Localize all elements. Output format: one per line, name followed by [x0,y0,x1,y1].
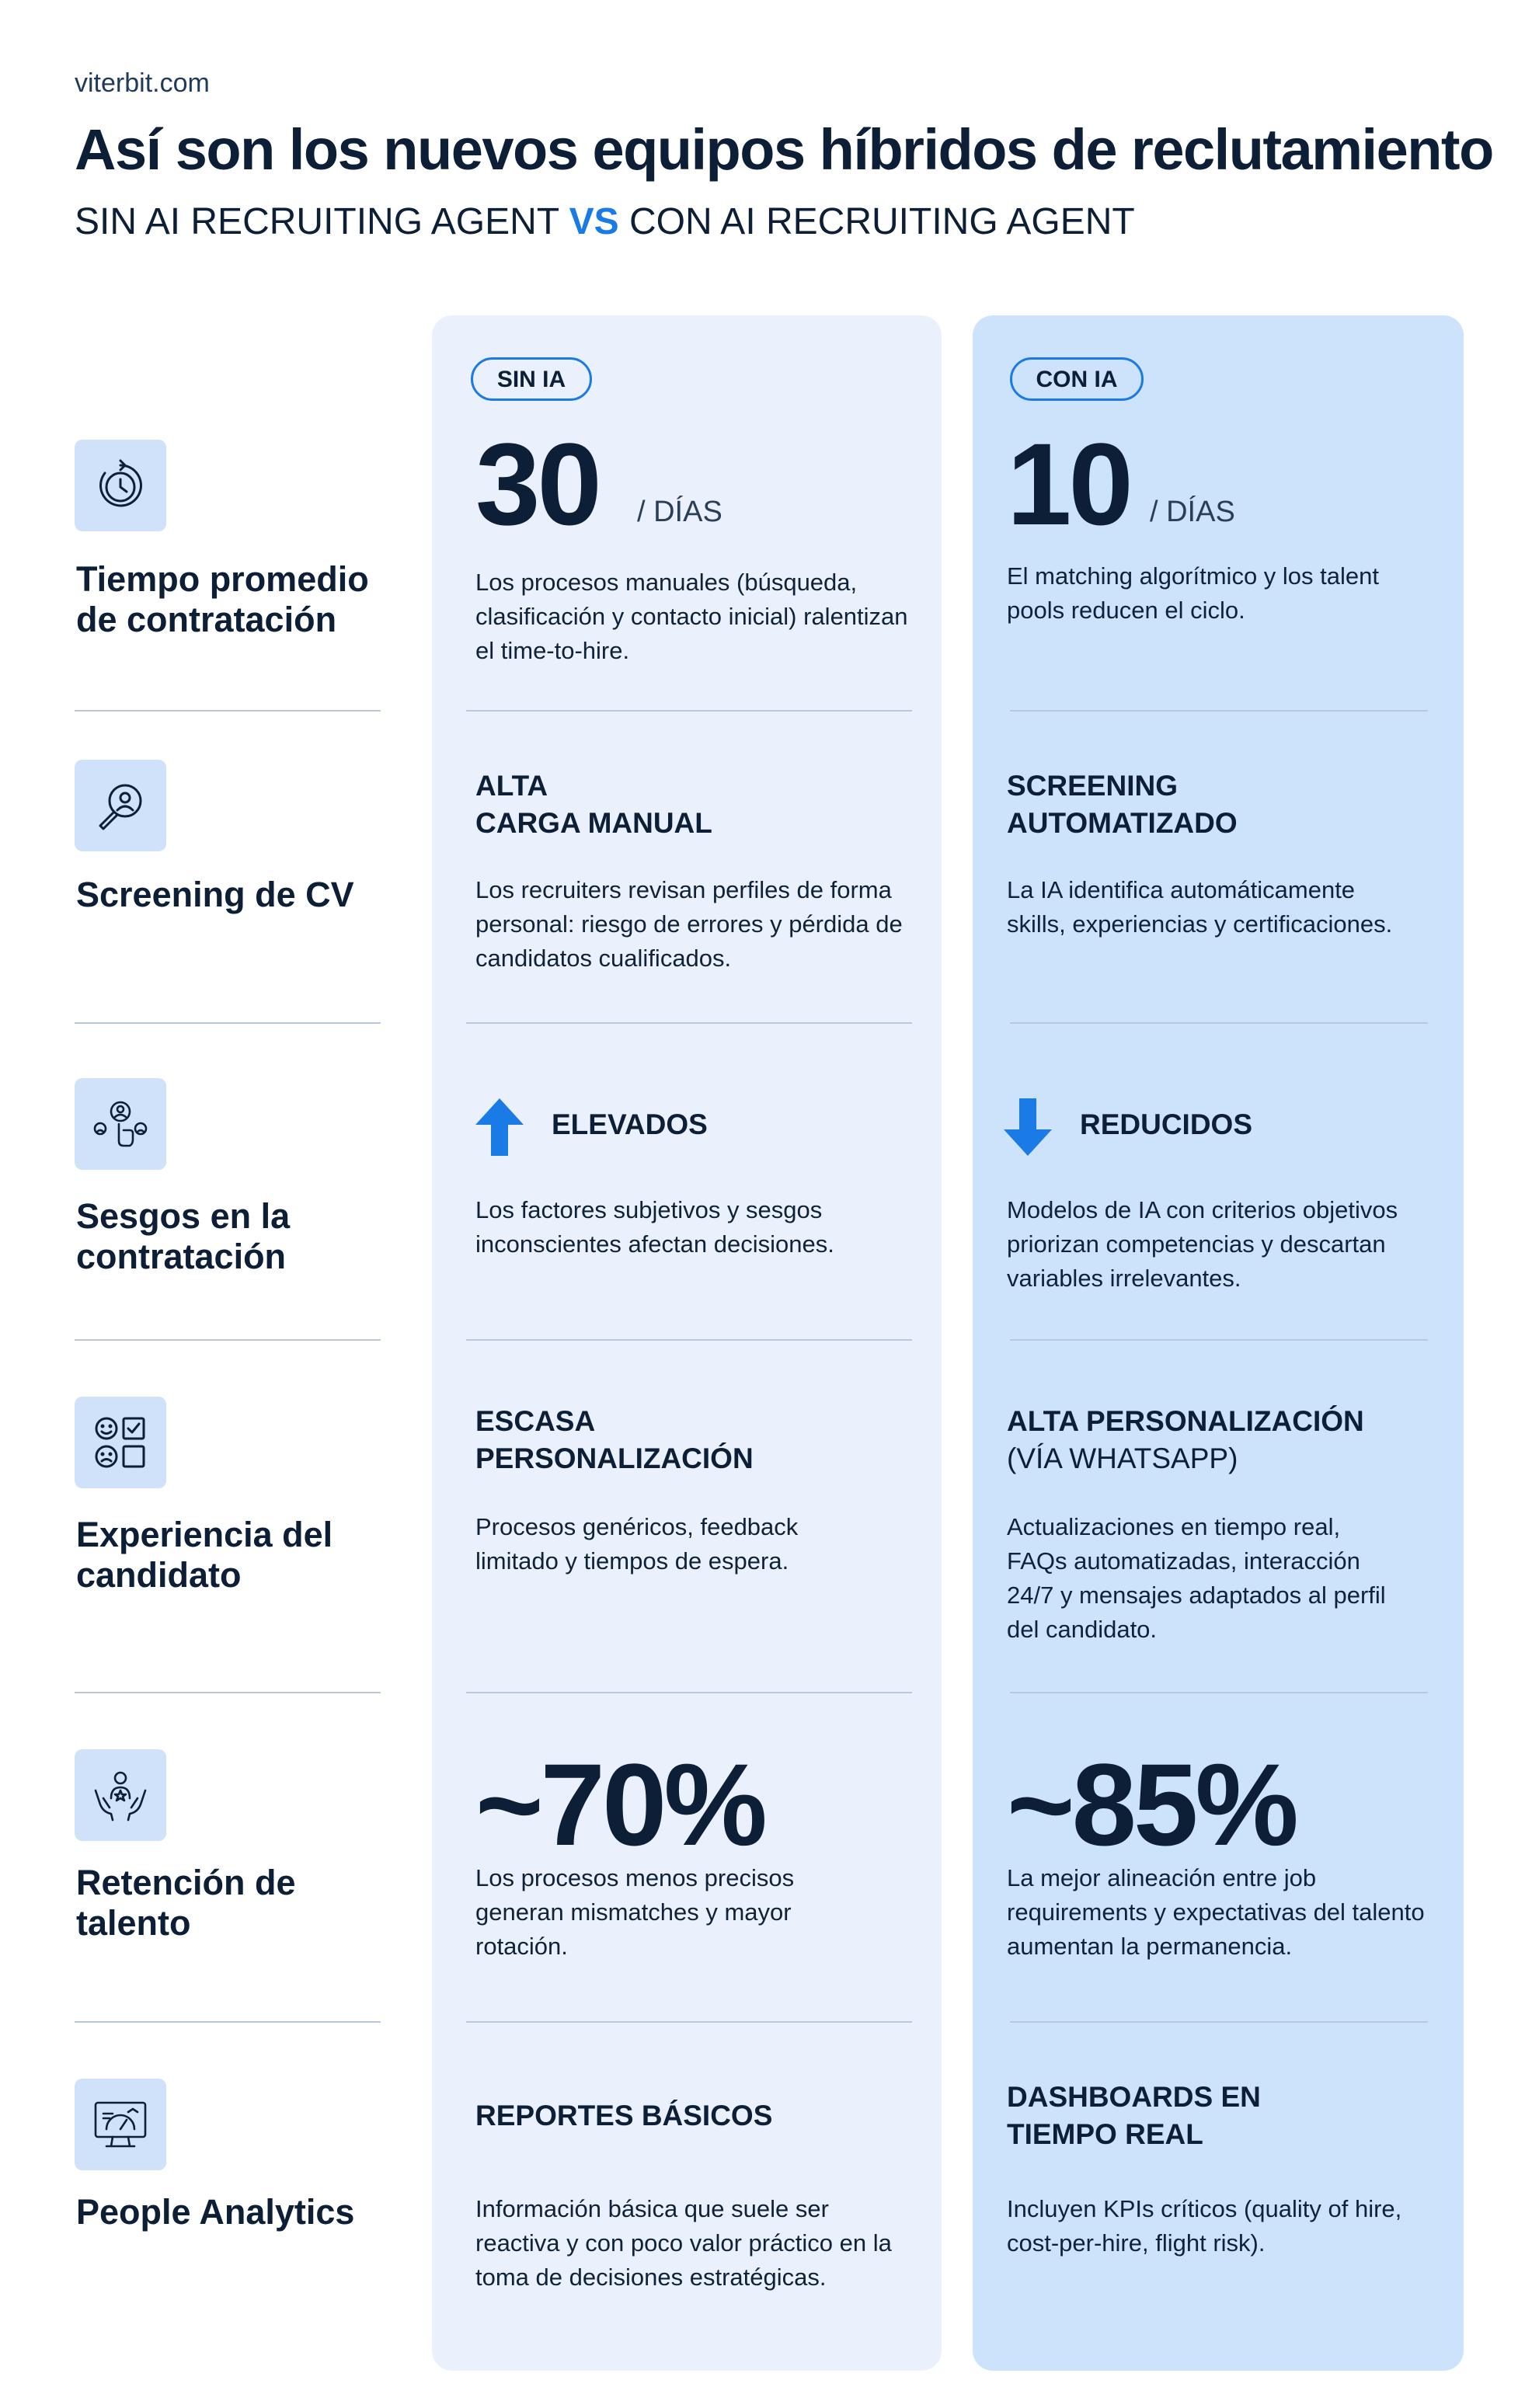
page-title: Así son los nuevos equipos híbridos de reclutamiento [75,117,1493,182]
row-separator [1010,1692,1428,1693]
badge-con-ia: CON IA [1010,357,1144,401]
row-separator [75,710,381,712]
arrow-up-icon [474,1097,525,1157]
monitor-dashboard-icon [75,2079,166,2170]
heading-line: AUTOMATIZADO [1007,807,1238,839]
row-label-analytics: People Analytics [76,2192,355,2232]
row-separator [75,2021,381,2023]
value-con-retencion: ~85% [1007,1739,1296,1870]
heading-line: TIEMPO REAL [1007,2118,1203,2150]
subtitle-right: CON AI RECRUITING AGENT [628,201,1135,242]
row-separator [466,2021,912,2023]
feedback-faces-icon [75,1397,166,1488]
heading-sin-analytics: REPORTES BÁSICOS [475,2100,773,2131]
unit-con-tiempo: / DÍAS [1150,496,1235,528]
hands-star-person-icon [75,1749,166,1841]
text-con-experiencia: Actualizaciones en tiempo real, FAQs automatizadas, interacción 24/7 y mensajes adaptados al perfil del candidato. [1007,1513,1386,1643]
row-label-experiencia: Experiencia del candidato [76,1515,333,1595]
subtitle-vs: VS [569,201,619,242]
row-separator [75,1339,381,1341]
heading-con-analytics [1007,2079,1261,2153]
row-separator [466,710,912,712]
heading-sin-screening [475,767,712,842]
row-separator [1010,1339,1428,1341]
text-sin-sesgos: Los factores subjetivos y sesgos inconscientes afectan decisiones. [475,1196,834,1258]
text-sin-experiencia: Procesos genéricos, feedback limitado y tiempos de espera. [475,1513,799,1575]
text-con-analytics: Incluyen KPIs críticos (quality of hire, cost-per-hire, flight risk). [1007,2195,1402,2257]
row-label-tiempo: Tiempo promedio de contratación [76,559,369,639]
row-separator [1010,1022,1428,1024]
row-label-screening: Screening de CV [76,875,354,914]
row-label-retencion: Retención de talento [76,1863,296,1943]
heading-line: DASHBOARDS EN [1007,2081,1261,2113]
text-sin-analytics: Información básica que suele ser reactiva y con poco valor práctico en la toma de decisiones estratégicas. [475,2195,892,2291]
heading-line: CARGA MANUAL [475,807,712,839]
text-con-sesgos: Modelos de IA con criterios objetivos priorizan competencias y descartan variables irrelevantes. [1007,1196,1398,1292]
row-separator [1010,710,1428,712]
heading-line: (VÍA WHATSAPP) [1007,1442,1238,1474]
value-con-tiempo: 10 [1007,419,1130,549]
arrow-down-icon [1002,1097,1053,1157]
heading-line: ESCASA [475,1405,596,1437]
row-separator [466,1692,912,1693]
unit-sin-tiempo: / DÍAS [637,496,722,528]
row-separator [1010,2021,1428,2023]
heading-sin-experiencia [475,1403,754,1477]
heading-con-experiencia [1007,1403,1364,1477]
row-separator [466,1022,912,1024]
text-sin-tiempo: Los procesos manuales (búsqueda, clasificación y contacto inicial) ralentizan el time-to-hire. [475,569,908,664]
row-label-sesgos: Sesgos en la contratación [76,1196,291,1276]
text-sin-retencion: Los procesos menos precisos generan mismatches y mayor rotación. [475,1864,795,1960]
row-separator [75,1022,381,1024]
subtitle-left: SIN AI RECRUITING AGENT [75,201,559,242]
heading-sin-sesgos: ELEVADOS [552,1108,708,1140]
magnifier-person-icon [75,760,166,851]
row-separator [466,1339,912,1341]
heading-line: PERSONALIZACIÓN [475,1442,754,1474]
heading-con-sesgos: REDUCIDOS [1080,1108,1253,1140]
people-selection-icon [75,1078,166,1170]
page-subtitle [75,200,1135,243]
clock-cycle-icon [75,440,166,531]
row-separator [75,1692,381,1693]
heading-line: ALTA PERSONALIZACIÓN [1007,1405,1364,1437]
brand-link[interactable]: viterbit.com [75,68,210,98]
heading-con-screening [1007,767,1238,842]
heading-line: ALTA [475,770,548,802]
text-con-tiempo: El matching algorítmico y los talent pools reducen el ciclo. [1007,562,1379,624]
value-sin-retencion: ~70% [475,1739,764,1870]
text-con-screening: La IA identifica automáticamente skills, experiencias y certificaciones. [1007,876,1393,938]
text-con-retencion: La mejor alineación entre job requirements y expectativas del talento aumentan la permanencia. [1007,1864,1425,1960]
heading-line: SCREENING [1007,770,1178,802]
badge-sin-ia: SIN IA [471,357,592,401]
value-sin-tiempo: 30 [475,419,599,549]
text-sin-screening: Los recruiters revisan perfiles de forma personal: riesgo de errores y pérdida de candidatos cualificados. [475,876,903,972]
